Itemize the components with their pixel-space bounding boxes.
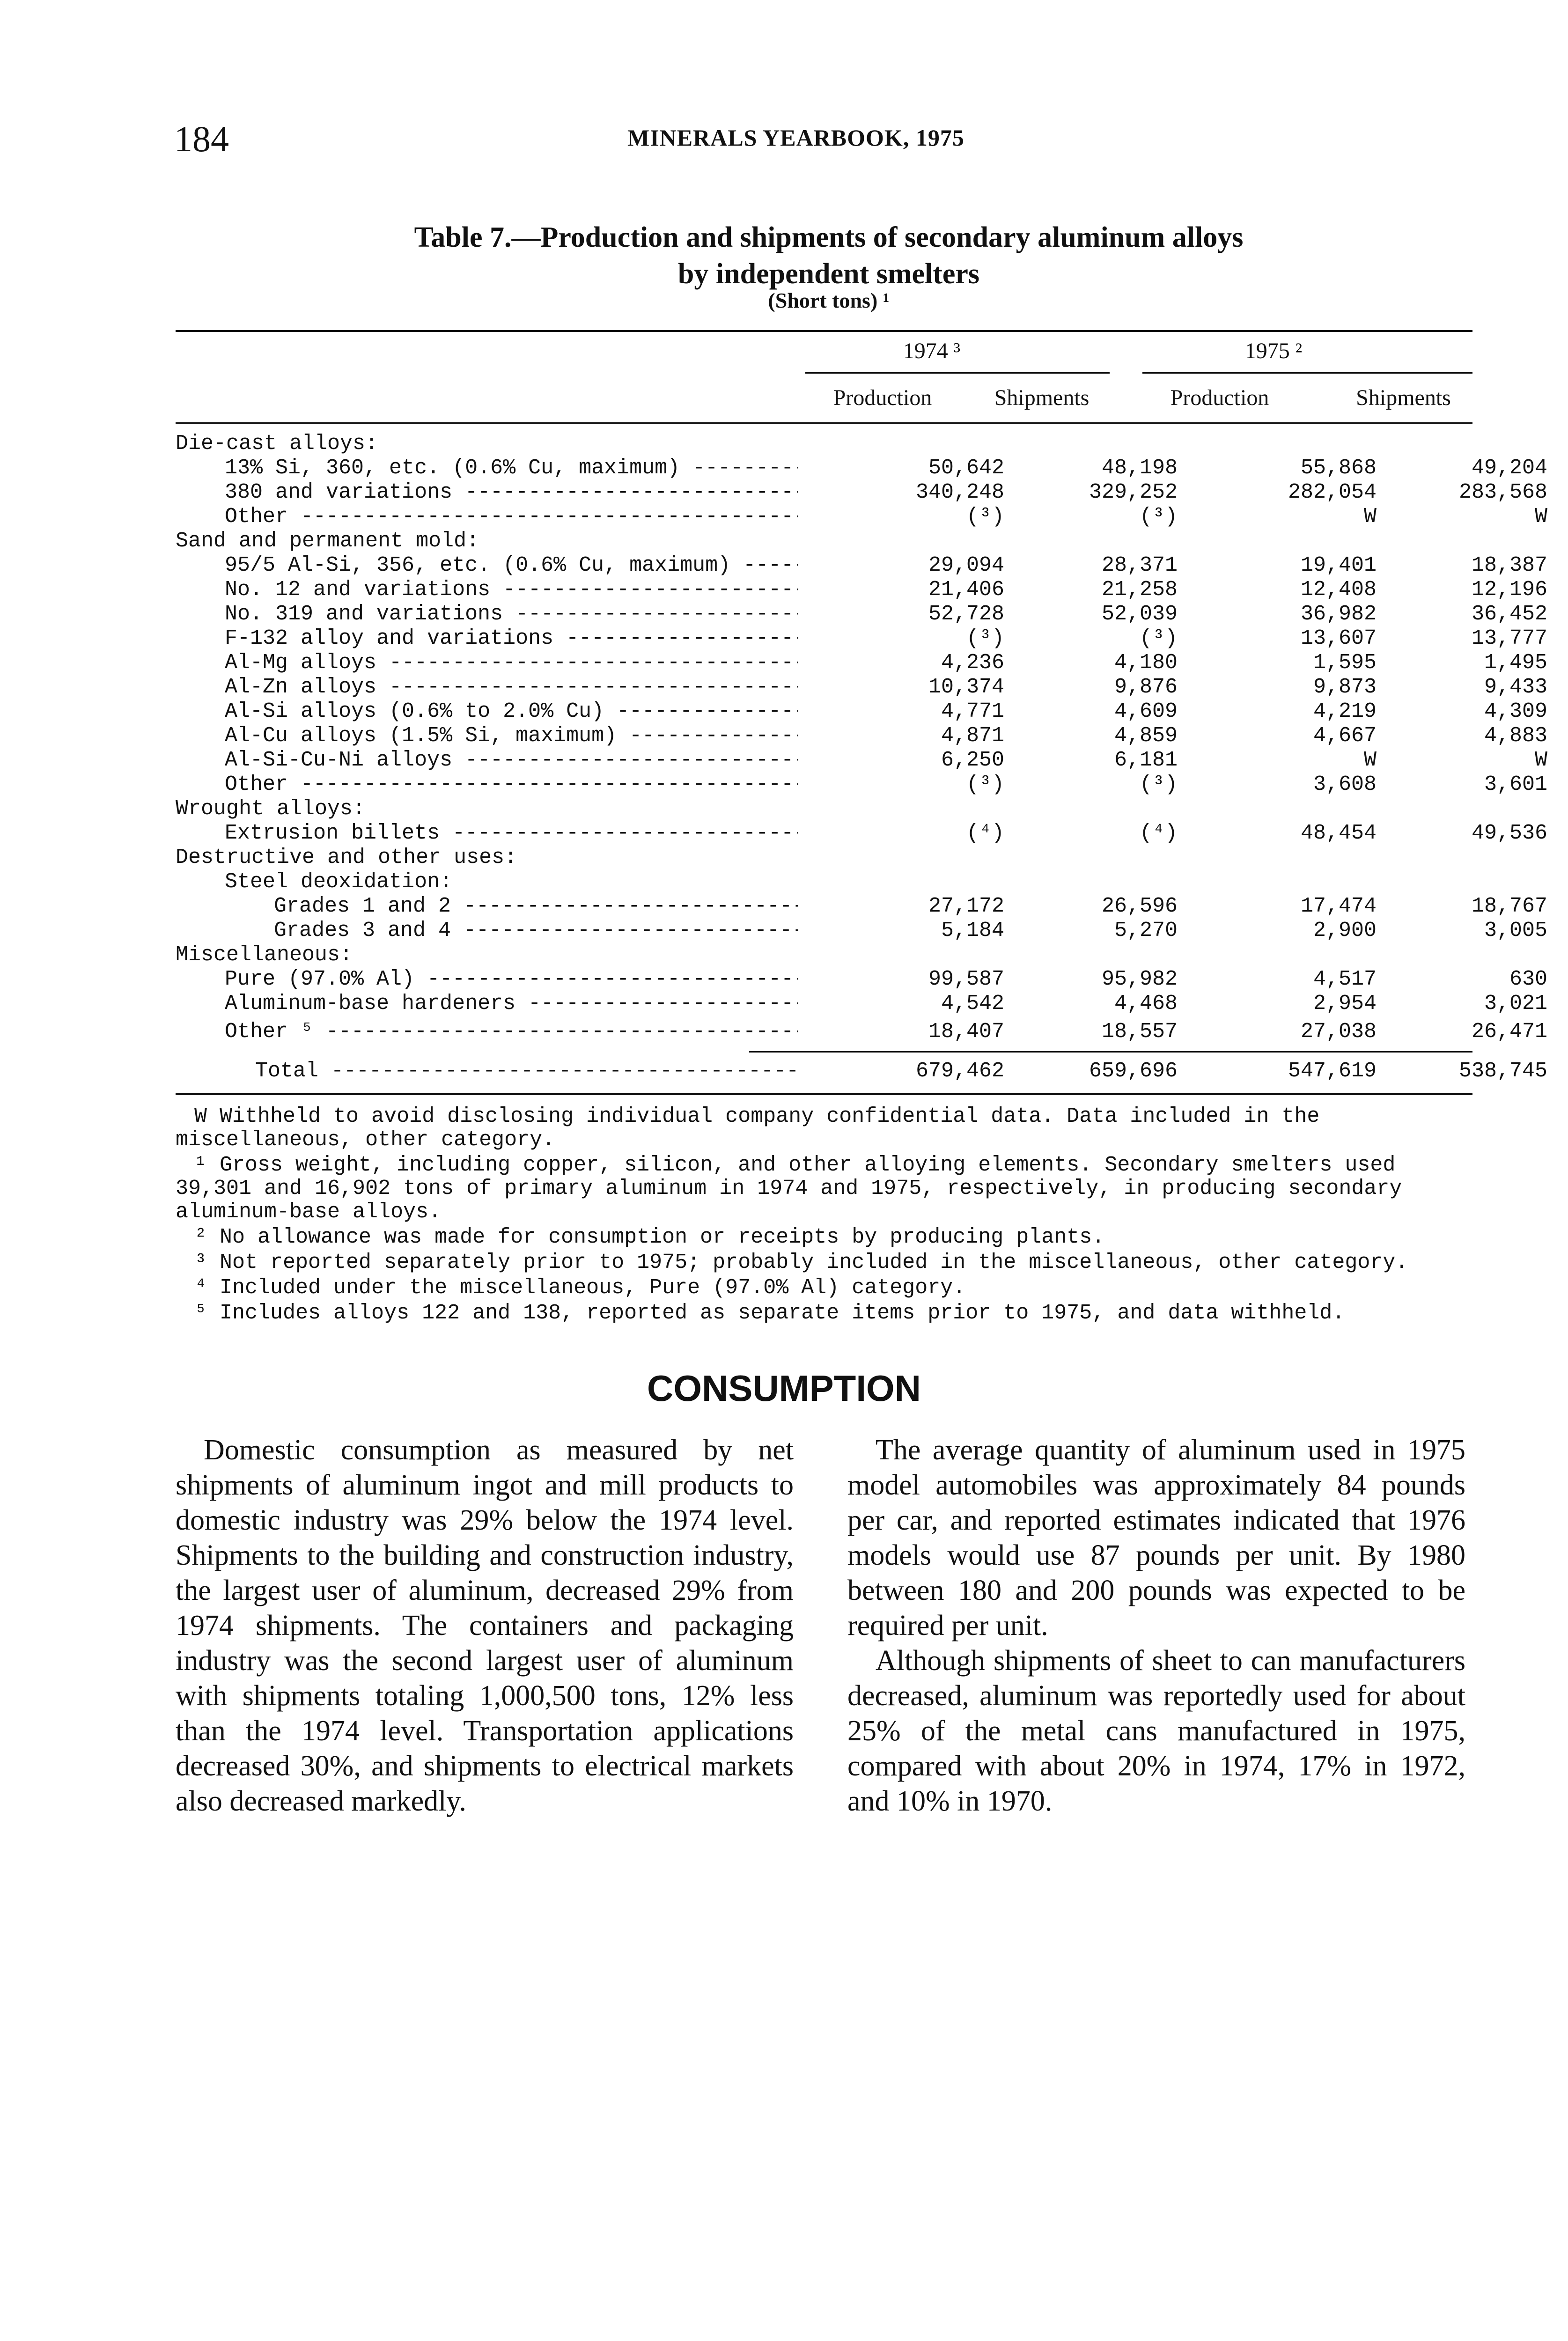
- total-rule: [749, 1051, 1472, 1053]
- table-title: [356, 219, 1302, 292]
- row-label: Pure (97.0% Al) -----: [225, 967, 798, 992]
- cell-value: 52,039: [1101, 602, 1178, 626]
- row-label: Sand and permanent mold:: [176, 529, 479, 553]
- row-label: Other -----: [225, 773, 798, 797]
- cell-value: W: [1534, 505, 1547, 529]
- footnote: ³ Not reported separately prior to 1975; probably included in the miscellaneous, other category.: [194, 1251, 1408, 1274]
- row-label: Al-Cu alloys (1.5% Si, maximum) -----: [225, 724, 798, 748]
- table-row: [176, 699, 1547, 724]
- cell-value: 48,454: [1300, 821, 1377, 845]
- table-row: [176, 797, 1472, 821]
- cell-value: 19,401: [1300, 553, 1377, 577]
- cell-value: 9,873: [1313, 675, 1377, 699]
- row-label: Other -----: [225, 505, 798, 529]
- cell-value: 10,374: [928, 675, 1004, 699]
- cell-value: 12,196: [1471, 578, 1547, 602]
- table-row: [176, 578, 1547, 602]
- cell-value: 3,601: [1484, 773, 1547, 796]
- cell-value: 52,728: [928, 602, 1004, 626]
- cell-value: 27,038: [1300, 1020, 1377, 1044]
- row-label: No. 12 and variations -----: [225, 578, 798, 602]
- footnote: ⁵ Includes alloys 122 and 138, reported as separate items prior to 1975, and data withheld.: [194, 1301, 1345, 1325]
- row-label: Miscellaneous:: [176, 943, 353, 967]
- cell-value: 18,767: [1471, 894, 1547, 918]
- cell-value: 2,954: [1313, 992, 1377, 1016]
- footnote: ⁴ Included under the miscellaneous, Pure (97.0% Al) category.: [194, 1276, 966, 1300]
- cell-value: 55,868: [1300, 456, 1377, 480]
- table-total-row: [176, 1059, 1547, 1083]
- cell-value: 27,172: [928, 894, 1004, 918]
- cell-value: W: [1534, 748, 1547, 772]
- table-row: [176, 773, 1547, 797]
- cell-value: 13,607: [1300, 626, 1377, 650]
- row-label: 95/5 Al-Si, 356, etc. (0.6% Cu, maximum) -----: [225, 553, 798, 578]
- table-header-rule: [176, 422, 1472, 424]
- cell-value: 4,219: [1313, 699, 1377, 723]
- row-label: Other ⁵ -----: [225, 1020, 798, 1044]
- table-row: [176, 505, 1547, 529]
- cell-value: 28,371: [1101, 553, 1178, 577]
- table-title-line-1: Table 7.—Production and shipments of secondary aluminum alloys: [414, 221, 1244, 253]
- total-label: Total -----: [255, 1059, 798, 1083]
- cell-value: 13,777: [1471, 626, 1547, 650]
- row-label: Destructive and other uses:: [176, 846, 517, 869]
- cell-value: (³): [966, 626, 1004, 650]
- footnote: W Withheld to avoid disclosing individual company confidential data. Data included in the miscellaneous, other category.: [176, 1104, 1320, 1152]
- page-number: 184: [174, 118, 229, 159]
- body-column-right: [847, 1433, 1465, 1819]
- cell-value: 95,982: [1101, 967, 1178, 991]
- row-label: 13% Si, 360, etc. (0.6% Cu, maximum) -----: [225, 456, 798, 480]
- row-label: Al-Si alloys (0.6% to 2.0% Cu) -----: [225, 699, 798, 724]
- table-row: [176, 846, 1472, 870]
- cell-value: 4,609: [1114, 699, 1178, 723]
- row-label: Grades 1 and 2 -----: [274, 894, 798, 919]
- cell-value: 21,406: [928, 578, 1004, 602]
- cell-value: 1,495: [1484, 651, 1547, 675]
- cell-value: 3,005: [1484, 919, 1547, 942]
- cell-value: 4,309: [1484, 699, 1547, 723]
- table-row: [176, 456, 1547, 480]
- footnotes: [176, 1105, 1472, 1325]
- cell-value: W: [1363, 505, 1377, 529]
- year-1975-rule: [1142, 372, 1472, 374]
- table-row: [176, 748, 1547, 773]
- cell-value: 630: [1509, 967, 1547, 991]
- table-row: [176, 675, 1547, 699]
- cell-value: 9,876: [1114, 675, 1178, 699]
- cell-value: 6,181: [1114, 748, 1178, 772]
- row-label: Aluminum-base hardeners -----: [225, 992, 798, 1016]
- cell-value: 49,204: [1471, 456, 1547, 480]
- row-label: Extrusion billets -----: [225, 821, 798, 846]
- cell-value: 5,184: [941, 919, 1004, 942]
- year-header-1975: 1975 ²: [1244, 339, 1303, 363]
- cell-value: 283,568: [1458, 480, 1547, 504]
- cell-value: 21,258: [1101, 578, 1178, 602]
- table-row: [176, 651, 1547, 675]
- table-row: [176, 894, 1547, 919]
- cell-value: 5,270: [1114, 919, 1178, 942]
- total-value: 679,462: [915, 1059, 1004, 1083]
- cell-value: 4,236: [941, 651, 1004, 675]
- body-column-left: [176, 1433, 794, 1819]
- footnote: ² No allowance was made for consumption or receipts by producing plants.: [194, 1225, 1105, 1249]
- cell-value: 1,595: [1313, 651, 1377, 675]
- cell-value: (³): [1139, 626, 1178, 650]
- cell-value: 4,517: [1313, 967, 1377, 991]
- cell-value: 2,900: [1313, 919, 1377, 942]
- cell-value: 6,250: [941, 748, 1004, 772]
- cell-value: 4,542: [941, 992, 1004, 1016]
- cell-value: 4,771: [941, 699, 1004, 723]
- running-head: MINERALS YEARBOOK, 1975: [627, 125, 964, 151]
- cell-value: 329,252: [1089, 480, 1178, 504]
- row-label: Al-Si-Cu-Ni alloys -----: [225, 748, 798, 773]
- total-value: 659,696: [1089, 1059, 1178, 1083]
- col-header-shipments-1975: Shipments: [1356, 385, 1451, 410]
- cell-value: 99,587: [928, 967, 1004, 991]
- row-label: Al-Mg alloys -----: [225, 651, 798, 675]
- cell-value: 29,094: [928, 553, 1004, 577]
- table-row: [176, 724, 1547, 748]
- row-label: Steel deoxidation:: [225, 870, 453, 894]
- table-row: [176, 626, 1547, 651]
- cell-value: 48,198: [1101, 456, 1178, 480]
- cell-value: 9,433: [1484, 675, 1547, 699]
- table-row: [176, 967, 1547, 992]
- cell-value: (³): [1139, 773, 1178, 796]
- table-row: [176, 602, 1547, 626]
- cell-value: 3,021: [1484, 992, 1547, 1016]
- cell-value: 3,608: [1313, 773, 1377, 796]
- body-paragraph: Domestic consumption as measured by net shipments of aluminum ingot and mill products to domestic industry was 29% below the 1974 level. Shipments to the building and construction industry, the largest user of aluminum, decreased 29% from 1974 shipments. The containers and packaging industry was the second largest user of aluminum with shipments totaling 1,000,500 tons, 12% less than the 1974 level. Transportation applications decreased 30%, and shipments to electrical markets also decreased markedly.: [176, 1434, 794, 1817]
- row-label: Die-cast alloys:: [176, 432, 378, 456]
- table-title-line-2: by independent smelters: [677, 258, 980, 290]
- cell-value: 36,982: [1300, 602, 1377, 626]
- col-header-production-1974: Production: [833, 385, 932, 410]
- table-row: [176, 870, 1472, 894]
- cell-value: 26,471: [1471, 1020, 1547, 1044]
- row-label: No. 319 and variations -----: [225, 602, 798, 626]
- cell-value: 340,248: [915, 480, 1004, 504]
- cell-value: 36,452: [1471, 602, 1547, 626]
- table-row: [176, 432, 1472, 456]
- total-value: 547,619: [1288, 1059, 1377, 1083]
- section-heading: CONSUMPTION: [647, 1368, 921, 1409]
- table-row: [176, 943, 1472, 967]
- table-row: [176, 1020, 1547, 1044]
- body-paragraph: Although shipments of sheet to can manufacturers decreased, aluminum was reportedly used for about 25% of the metal cans manufactured in 1975, compared with about 20% in 1974, 17% in 1972, and 10% in 1970.: [847, 1645, 1465, 1817]
- cell-value: 4,859: [1114, 724, 1178, 748]
- table-unit: (Short tons) ¹: [768, 288, 890, 312]
- total-value: 538,745: [1458, 1059, 1547, 1083]
- row-label: Grades 3 and 4 -----: [274, 919, 798, 943]
- row-label: Wrought alloys:: [176, 797, 366, 821]
- cell-value: (³): [966, 505, 1004, 529]
- cell-value: 50,642: [928, 456, 1004, 480]
- cell-value: (³): [966, 773, 1004, 796]
- row-label: 380 and variations -----: [225, 480, 798, 505]
- cell-value: 17,474: [1300, 894, 1377, 918]
- cell-value: (⁴): [1139, 821, 1178, 845]
- cell-value: 4,667: [1313, 724, 1377, 748]
- footnote: ¹ Gross weight, including copper, silicon, and other alloying elements. Secondary smelters used 39,301 and 16,902 tons of primary aluminum in 1974 and 1975, respectively, in producing secondary aluminum-base alloys.: [176, 1153, 1402, 1224]
- cell-value: 18,387: [1471, 553, 1547, 577]
- table-row: [176, 529, 1472, 553]
- cell-value: 12,408: [1300, 578, 1377, 602]
- row-label: F-132 alloy and variations -----: [225, 626, 798, 651]
- year-header-1974: 1974 ³: [903, 339, 961, 363]
- cell-value: 49,536: [1471, 821, 1547, 845]
- body-paragraph: The average quantity of aluminum used in 1975 model automobiles was approximately 84 pounds per car, and reported estimates indicated that 1976 models would use 87 pounds per unit. By 1980 between 180 and 200 pounds was expected to be required per unit.: [847, 1434, 1465, 1642]
- table-top-rule: [176, 330, 1472, 332]
- cell-value: 4,871: [941, 724, 1004, 748]
- table-row: [176, 821, 1547, 846]
- cell-value: 4,180: [1114, 651, 1178, 675]
- cell-value: (⁴): [966, 821, 1004, 845]
- col-header-shipments-1974: Shipments: [994, 385, 1090, 410]
- row-label: Al-Zn alloys -----: [225, 675, 798, 699]
- year-1974-rule: [805, 372, 1110, 374]
- cell-value: 18,407: [928, 1020, 1004, 1044]
- cell-value: 18,557: [1101, 1020, 1178, 1044]
- col-header-production-1975: Production: [1170, 385, 1269, 410]
- table-bottom-rule: [176, 1093, 1472, 1095]
- table-row: [176, 553, 1547, 578]
- table-row: [176, 480, 1547, 505]
- cell-value: 282,054: [1288, 480, 1377, 504]
- table-row: [176, 919, 1547, 943]
- cell-value: 26,596: [1101, 894, 1178, 918]
- table-row: [176, 992, 1547, 1016]
- cell-value: W: [1363, 748, 1377, 772]
- cell-value: 4,883: [1484, 724, 1547, 748]
- cell-value: 4,468: [1114, 992, 1178, 1016]
- cell-value: (³): [1139, 505, 1178, 529]
